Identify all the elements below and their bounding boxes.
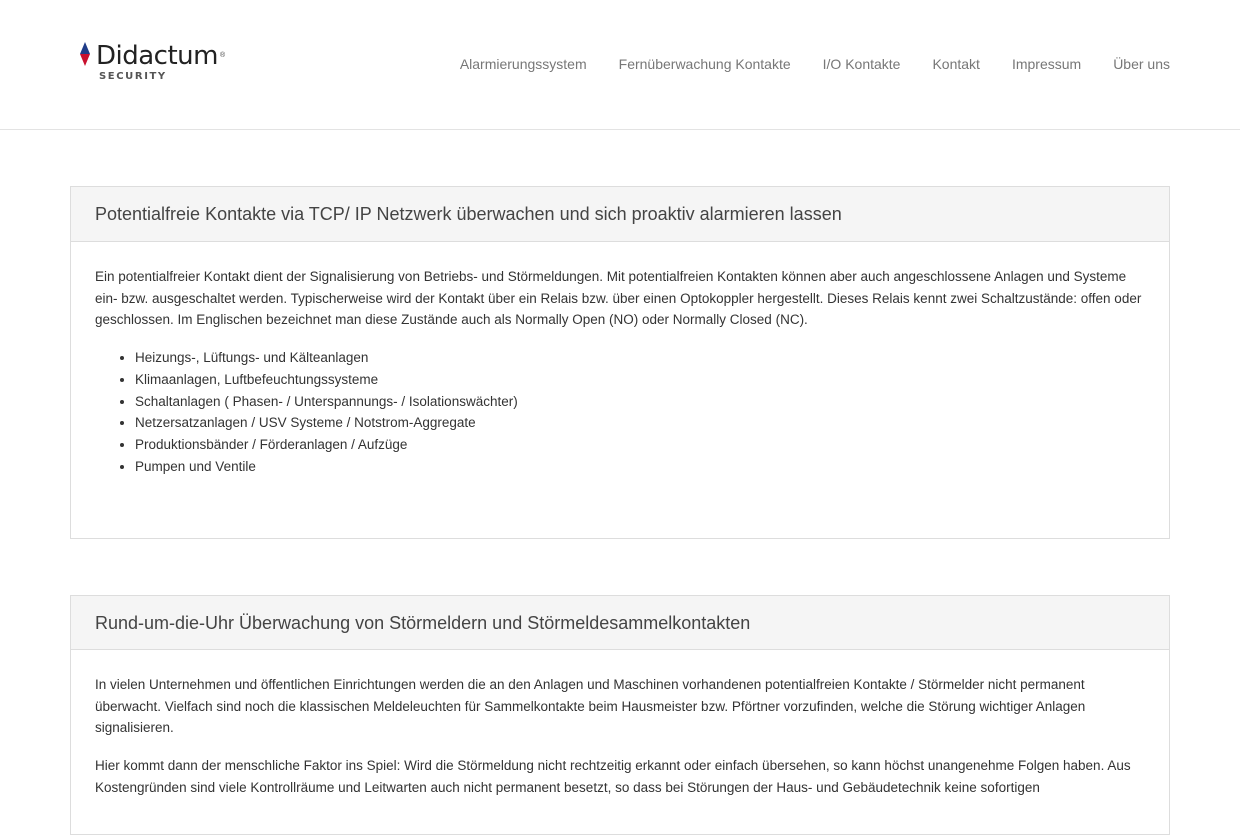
list-item: • Produktionsbänder / Förderanlagen / Aufzüge <box>135 434 1145 456</box>
list-item: • Pumpen und Ventile <box>135 456 1145 478</box>
didactum-logo[interactable] <box>80 40 230 86</box>
logo-name: Didactum <box>96 41 218 71</box>
list-item: • Netzersatzanlagen / USV Systeme / Notstrom-Aggregate <box>135 412 1145 434</box>
panel-rund-um-die-uhr <box>70 595 1170 835</box>
nav-item-ueber-uns[interactable]: Über uns <box>1113 56 1170 72</box>
application-list <box>95 347 1145 477</box>
logo-subtitle: SECURITY <box>99 71 167 82</box>
list-item: • Heizungs-, Lüftungs- und Kälteanlagen <box>135 347 1145 369</box>
panel-body <box>71 242 1169 501</box>
nav-item-impressum[interactable]: Impressum <box>1011 56 1082 72</box>
nav-item-alarmierungssystem[interactable]: Alarmierungssystem <box>459 56 587 72</box>
panel-paragraph: In vielen Unternehmen und öffentlichen Einrichtungen werden die an den Anlagen und Maschinen vorhandenen potentialfreien Kontakte / Störmelder nicht permanent überwacht. Vielfach sind noch die klassischen Meldeleuchten für Sammelkontakte beim Hausmeister bzw. Pförtner vorzufinden, welche die Störung wichtiger Anlagen signalisieren. <box>95 677 1086 736</box>
main-navigation <box>460 54 1170 74</box>
nav-item-fernueberwachung-kontakte[interactable]: Fernüberwachung Kontakte <box>618 56 791 72</box>
list-item: • Klimaanlagen, Luftbefeuchtungssysteme <box>135 369 1145 391</box>
panel-title: Rund-um-die-Uhr Überwachung von Störmeldern und Störmeldesammelkontakten <box>71 596 1169 650</box>
panel-title: Potentialfreie Kontakte via TCP/ IP Netzwerk überwachen und sich proaktiv alarmieren lassen <box>71 187 1169 242</box>
panel-body <box>71 650 1169 839</box>
site-header <box>0 0 1240 130</box>
nav-item-kontakt[interactable]: Kontakt <box>932 56 980 72</box>
list-item: • Schaltanlagen ( Phasen- / Unterspannungs- / Isolationswächter) <box>135 391 1145 413</box>
nav-item-io-kontakte[interactable]: I/O Kontakte <box>822 56 901 72</box>
logo-registered-mark: ® <box>220 52 226 59</box>
panel-paragraph: Hier kommt dann der menschliche Faktor ins Spiel: Wird die Störmeldung nicht rechtzeitig erkannt oder einfach übersehen, so kann höchst unangenehme Folgen haben. Aus Kostengründen sind viele Kontrollräume und Leitwarten auch nicht permanent besetzt, so dass bei Störungen der Haus- und Gebäudetechnik keine sofortigen <box>95 758 1131 795</box>
panel-paragraph: Ein potentialfreier Kontakt dient der Signalisierung von Betriebs- und Störmeldungen. Mit potentialfreien Kontakten können aber auch angeschlossene Anlagen und Systeme ein- bzw. ausgeschaltet werden. Typischerweise wird der Kontakt über ein Relais bzw. über einen Optokoppler hergestellt. Dieses Relais kennt zwei Schaltzustände: offen oder geschlossen. Im Englischen bezeichnet man diese Zustände auch als Normally Open (NO) oder Normally Closed (NC). <box>95 269 1142 328</box>
panel-potentialfreie-kontakte <box>70 186 1170 539</box>
logo-diamond-icon <box>80 42 90 66</box>
